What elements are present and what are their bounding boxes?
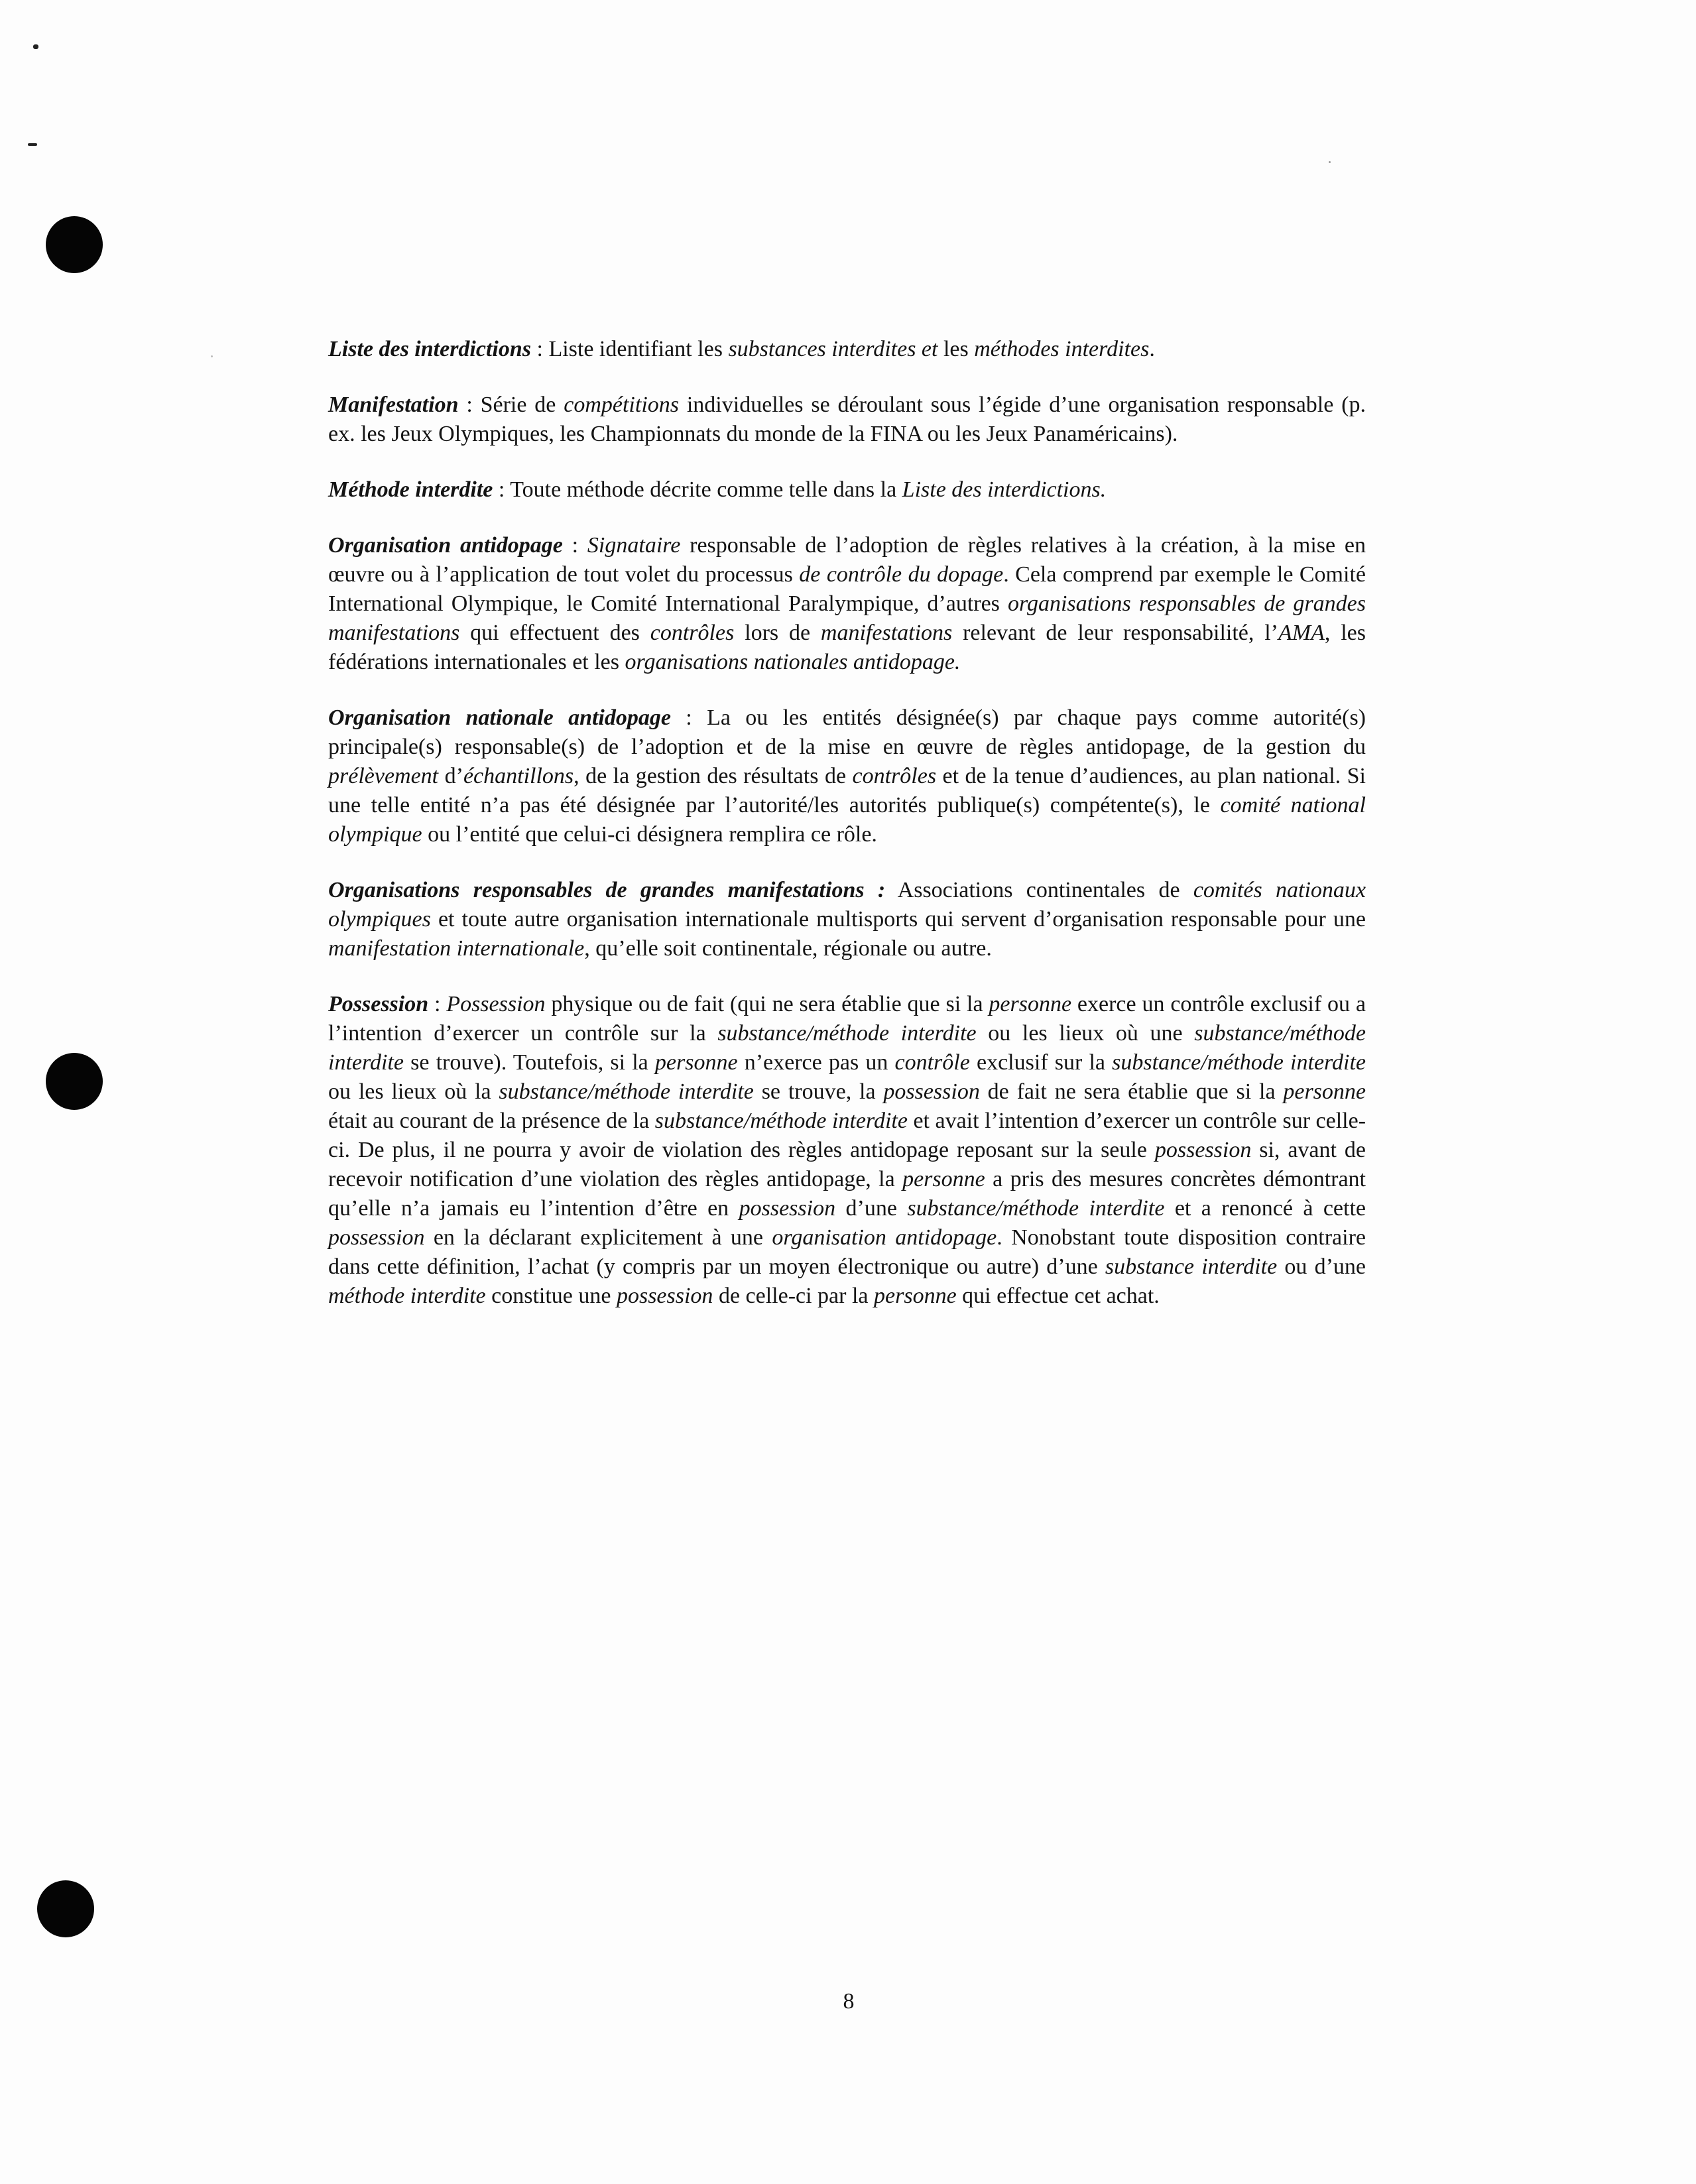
scan-speck [211, 355, 213, 357]
punch-hole-bottom [37, 1880, 94, 1937]
italic-reference: substances interdites et [728, 337, 938, 361]
scan-speck [33, 44, 38, 49]
definition-term: Méthode interdite [328, 477, 493, 502]
definition-text: responsable de l’adoption de règles relatives à la création, à la mise en œuvre ou à l’application de tout volet du processus [328, 533, 1366, 587]
definition-text: , de la gestion des résultats de [574, 764, 853, 788]
italic-reference: Liste des interdictions. [902, 477, 1107, 502]
definition-text: de celle-ci par la [713, 1284, 875, 1308]
definition-text: : Série de [458, 393, 564, 417]
italic-reference: possession [328, 1225, 425, 1250]
definition-text: ou l’entité que celui-ci désignera remplira ce rôle. [422, 822, 877, 847]
italic-reference: personne [902, 1167, 985, 1191]
italic-reference: substance/méthode interdite [1112, 1050, 1366, 1075]
definition-text: a pris des mesures concrètes démontrant qu’elle n’a jamais eu l’intention d’être en [328, 1167, 1366, 1221]
definition-term: Organisation nationale antidopage [328, 705, 671, 730]
definition-text: . [1149, 337, 1155, 361]
definition-text: : Toute méthode décrite comme telle dans la [493, 477, 902, 502]
definition-text: physique ou de fait (qui ne sera établie que si la [545, 992, 989, 1016]
italic-reference: contrôles [852, 764, 937, 788]
definition-text: : La ou les entités désignée(s) par chaque pays comme autorité(s) principale(s) responsable(s) de l’adoption et de la mise en œuvre de règles antidopage, de la gestion du [328, 705, 1366, 759]
definition-text: et de la tenue d’audiences, au plan national. Si une telle entité n’a pas été désignée par l’autorité/les autorités publique(s) compétente(s), le [328, 764, 1366, 818]
definition-text: d’une [835, 1196, 908, 1221]
italic-reference: comités nationaux olympiques [328, 878, 1366, 932]
definition-text: : Liste identifiant les [531, 337, 729, 361]
definition-organisations-grandes-manifestations [328, 876, 1366, 963]
italic-reference: de contrôle du dopage [799, 562, 1004, 587]
definition-text: en la déclarant explicitement à une [424, 1225, 772, 1250]
italic-reference: Possession [446, 992, 546, 1016]
definition-organisation-nationale-antidopage [328, 703, 1366, 849]
definition-term: Possession [328, 992, 429, 1016]
definition-text: ou les lieux où la [328, 1079, 499, 1104]
definition-text: exclusif sur la [969, 1050, 1113, 1075]
italic-reference: personne [654, 1050, 738, 1075]
scan-speck [28, 143, 37, 146]
definition-text: était au courant de la présence de la [328, 1109, 655, 1133]
definition-text: si, avant de recevoir notification d’une violation des règles antidopage, la [328, 1138, 1366, 1191]
italic-reference: possession [616, 1284, 713, 1308]
punch-hole-middle [46, 1053, 103, 1110]
italic-reference: AMA [1278, 621, 1325, 645]
definition-text: n’exerce pas un [737, 1050, 895, 1075]
italic-reference: organisations responsables de grandes manifestations [328, 591, 1366, 645]
italic-reference: Signataire [587, 533, 681, 558]
definition-text: et a renoncé à cette [1164, 1196, 1366, 1221]
definition-text: relevant de leur responsabilité, l’ [952, 621, 1279, 645]
italic-reference: manifestation internationale [328, 936, 585, 961]
italic-reference: prélèvement [328, 764, 439, 788]
italic-reference: compétitions [564, 393, 680, 417]
definition-text: . Nonobstant toute disposition contraire dans cette définition, l’achat (y compris par un moyen électronique ou autre) d’une [328, 1225, 1366, 1279]
scan-speck [1329, 161, 1331, 163]
italic-reference: substance/méthode interdite [907, 1196, 1165, 1221]
italic-reference: comité national olympique [328, 793, 1366, 847]
definition-text: constitue une [485, 1284, 617, 1308]
italic-reference: contrôles [650, 621, 735, 645]
definition-text: ou d’une [1277, 1254, 1366, 1279]
definition-text: de fait ne sera établie que si la [979, 1079, 1284, 1104]
definition-manifestation [328, 391, 1366, 449]
definition-text: qui effectue cet achat. [956, 1284, 1160, 1308]
definition-text: se trouve). Toutefois, si la [403, 1050, 655, 1075]
italic-reference: personne [989, 992, 1072, 1016]
punch-hole-top [46, 216, 103, 273]
definition-text: : [428, 992, 447, 1016]
italic-reference: substance/méthode interdite [328, 1021, 1366, 1075]
definition-text: , les fédérations internationales et les [328, 621, 1366, 674]
definition-text: et avait l’intention d’exercer un contrôle sur celle-ci. De plus, il ne pourra y avoir de violation des règles antidopage reposant sur la seule [328, 1109, 1366, 1162]
italic-reference: personne [874, 1284, 957, 1308]
italic-reference: substance/méthode interdite [654, 1109, 908, 1133]
definition-possession [328, 990, 1366, 1311]
definition-text: se trouve, la [753, 1079, 884, 1104]
italic-reference: manifestations [820, 621, 953, 645]
definition-term: Liste des interdictions [328, 337, 531, 361]
definitions-body [328, 335, 1366, 1337]
definition-text: qui effectuent des [459, 621, 650, 645]
italic-reference: substance/méthode interdite [499, 1079, 754, 1104]
definition-text: lors de [734, 621, 821, 645]
definition-methode-interdite [328, 475, 1366, 505]
italic-reference: substance interdite [1105, 1254, 1278, 1279]
italic-reference: possession [739, 1196, 836, 1221]
definition-text: individuelles se déroulant sous l’égide d’une organisation responsable (p. ex. les Jeux Olympiques, les Championnats du monde de la FINA ou les Jeux Panaméricains). [328, 393, 1366, 446]
definition-text: d’ [438, 764, 463, 788]
italic-reference: possession [883, 1079, 980, 1104]
definition-organisation-antidopage [328, 531, 1366, 677]
definition-text: ou les lieux où une [976, 1021, 1195, 1046]
definition-term: Organisation antidopage [328, 533, 563, 558]
italic-reference: personne [1283, 1079, 1366, 1104]
definition-term: Manifestation [328, 393, 459, 417]
definition-text: : [562, 533, 587, 558]
italic-reference: contrôle [894, 1050, 970, 1075]
italic-reference: organisation antidopage [772, 1225, 997, 1250]
italic-reference: substance/méthode interdite [717, 1021, 977, 1046]
italic-reference: méthode interdite [328, 1284, 486, 1308]
definition-text: . Cela comprend par exemple le Comité International Olympique, le Comité International Paralympique, d’autres [328, 562, 1366, 616]
italic-reference: échantillons [463, 764, 574, 788]
italic-reference: organisations nationales antidopage. [625, 650, 961, 674]
page-number: 8 [843, 1989, 855, 2014]
italic-reference: méthodes interdites [974, 337, 1150, 361]
definition-text: , qu’elle soit continentale, régionale ou autre. [584, 936, 992, 961]
definition-text: et toute autre organisation internationale multisports qui servent d’organisation responsable pour une [430, 907, 1366, 932]
definition-term: Organisations responsables de grandes manifestations : [328, 878, 886, 902]
definition-text: Associations continentales de [885, 878, 1193, 902]
definition-text: les [938, 337, 975, 361]
definition-text: exerce un contrôle exclusif ou a l’intention d’exercer un contrôle sur la [328, 992, 1366, 1046]
definition-liste-des-interdictions [328, 335, 1366, 364]
italic-reference: possession [1154, 1138, 1252, 1162]
